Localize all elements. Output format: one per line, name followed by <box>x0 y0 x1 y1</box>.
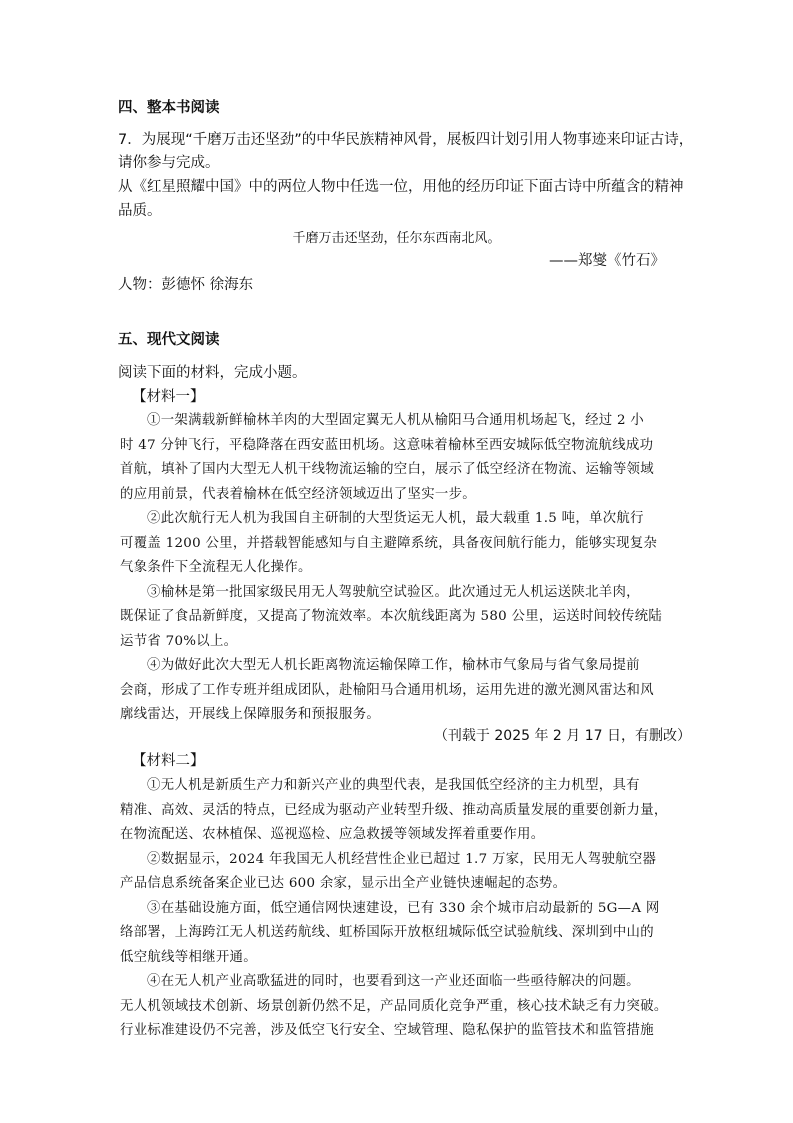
material-1-source: （刊载于 2025 年 2 月 17 日，有删改） <box>433 728 691 744</box>
persons-line: 人物：彭德怀 徐海东 <box>118 277 254 293</box>
material-2-line: 行业标准建设仍不完善，涉及低空飞行安全、空域管理、隐私保护的监管技术和监管措施 <box>120 1023 654 1038</box>
material-1-line: 的应用前景，代表着榆林在低空经济领域迈出了坚实一步。 <box>120 487 476 502</box>
material-2-line: 络部署，上海跨江无人机送药航线、虹桥国际开放枢纽城际低空试验航线、深圳到中山的 <box>120 925 654 940</box>
material-2-line: 精准、高效、灵活的特点，已经成为驱动产业转型升级、推动高质量发展的重要创新力量， <box>120 803 668 818</box>
material-1-line: 廓线雷达，开展线上保障服务和预报服务。 <box>120 707 381 722</box>
material-2-line: ①无人机是新质生产力和新兴产业的典型代表，是我国低空经济的主力机型，具有 <box>147 778 640 793</box>
material-2-line: 产品信息系统备案企业已达 600 余家，显示出全产业链快速崛起的态势。 <box>120 876 567 891</box>
section-5-heading: 五、现代文阅读 <box>118 332 220 348</box>
material-1-line: 可覆盖 1200 公里，并搭载智能感知与自主避障系统，具备夜间航行能力，能够实现复杂 <box>120 536 658 551</box>
material-2-title: 【材料二】 <box>132 753 205 769</box>
material-2-line: 低空航线等相继开通。 <box>120 950 257 965</box>
instruction-line-1: 从《红星照耀中国》中的两位人物中任选一位，用他的经历印证下面古诗中所蕴含的精神 <box>118 179 684 195</box>
material-1-line: 既保证了食品新鲜度，又提高了物流效率。本次航线距离为 580 公里，运送时间较传统陆 <box>120 609 663 624</box>
material-1-line: 首航，填补了国内大型无人机干线物流运输的空白，展示了低空经济在物流、运输等领域 <box>120 462 654 477</box>
material-2-line: ②数据显示，2024 年我国无人机经营性企业已超过 1.7 万家，民用无人驾驶航空器 <box>147 852 657 867</box>
material-1-line: ②此次航行无人机为我国自主研制的大型货运无人机，最大载重 1.5 吨，单次航行 <box>147 511 644 526</box>
material-1-line: 会商，形成了工作专班并组成团队，赴榆阳马合通用机场，运用先进的激光测风雷达和风 <box>120 683 654 698</box>
material-1-line: 气象条件下全流程无人化操作。 <box>120 560 312 575</box>
question-7-line-1: 7．为展现“千磨万击还坚劲”的中华民族精神风骨，展板四计划引用人物事迹来印证古诗， <box>118 132 694 148</box>
reading-intro: 阅读下面的材料，完成小题。 <box>118 365 307 381</box>
material-1-title: 【材料一】 <box>132 389 205 405</box>
material-1-line: ③榆林是第一批国家级民用无人驾驶航空试验区。此次通过无人机运送陕北羊肉， <box>147 585 640 600</box>
poem-line: 千磨万击还坚劲，任尔东西南北风。 <box>292 231 501 246</box>
material-1-line: 运节省 70%以上。 <box>120 634 238 649</box>
material-1-line: 时 47 分钟飞行，平稳降落在西安蓝田机场。这意味着榆林至西安城际低空物流航线成功 <box>120 438 654 453</box>
material-2-line: 无人机领域技术创新、场景创新仍然不足，产品同质化竞争严重，核心技术缺乏有力突破。 <box>120 999 668 1014</box>
poem-attribution: ——郑燮《竹石》 <box>549 253 665 269</box>
material-1-line: ①一架满载新鲜榆林羊肉的大型固定翼无人机从榆阳马合通用机场起飞，经过 2 小 <box>147 413 645 428</box>
question-7-line-2: 请你参与完成。 <box>118 155 220 171</box>
material-2-line: 在物流配送、农林植保、巡视巡检、应急救援等领域发挥着重要作用。 <box>120 827 545 842</box>
instruction-line-2: 品质。 <box>118 203 162 219</box>
section-4-heading: 四、整本书阅读 <box>118 100 220 116</box>
material-2-line: ③在基础设施方面，低空通信网快速建设，已有 330 余个城市启动最新的 5G—A 网 <box>147 901 660 916</box>
material-1-line: ④为做好此次大型无人机长距离物流运输保障工作，榆林市气象局与省气象局提前 <box>147 658 640 673</box>
material-2-line: ④在无人机产业高歌猛进的同时，也要看到这一产业还面临一些亟待解决的问题。 <box>147 974 640 989</box>
